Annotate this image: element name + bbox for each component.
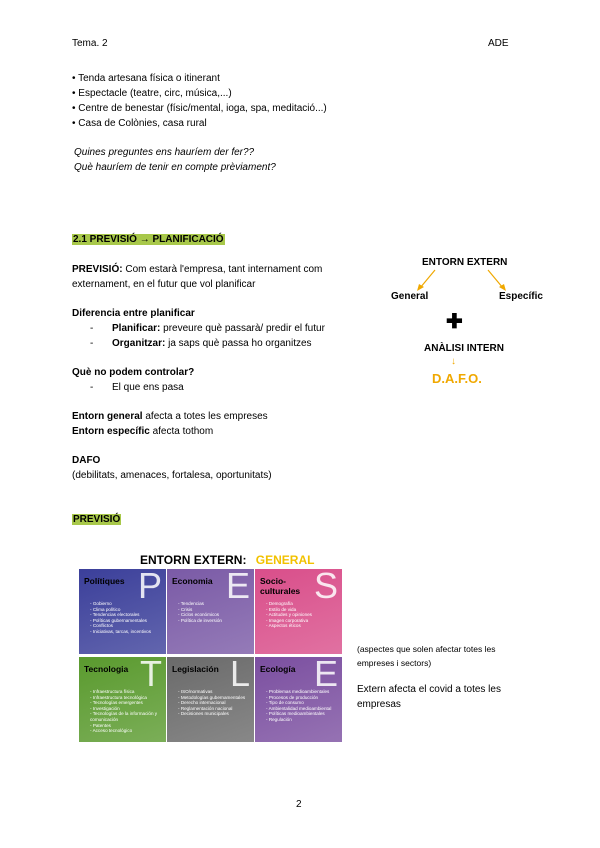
pestle-item: - Iniciativas, tarcas, incentivos [90, 629, 166, 635]
side-note-1: (aspectes que solen afectar totes les empreses i sectors) [357, 644, 496, 668]
header-subject: ADE [488, 38, 509, 49]
pestle-items [82, 689, 166, 734]
pestle-item: - Tipo de consumo [266, 700, 342, 706]
section-heading-previsio: PREVISIÓ [73, 514, 121, 525]
pestle-item: - Política de inversión [178, 618, 254, 624]
diferencia-block: Diferencia entre planificar - Planificar: preveure què passarà/ predir el futur - Organitzar: ja saps què passa ho organitzes [72, 308, 325, 349]
controlar-block: Què no podem controlar? - El que ens pasa [72, 367, 195, 393]
pestle-item: - Tecnologías de la información y comunicación [90, 711, 166, 722]
pestle-item: - Políticas gubernamentales [90, 618, 166, 624]
arrow-left [420, 270, 435, 288]
list-item: • Casa de Colònies, casa rural [72, 118, 207, 129]
pestle-item: - Políticas medioambientales [266, 711, 342, 717]
pestle-item: - Imagen corporativa [266, 618, 342, 624]
pestle-title: ENTORN EXTERN: GENERAL [140, 553, 315, 567]
diagram-general-label: General [391, 291, 429, 302]
pestle-cell-politiques: P Polítiques - Gobierno - Clima político - Tendencias electorales - Políticas gubernamentales - Conflictos - Iniciativas, tarcas, incentivos [79, 569, 166, 654]
pestle-item: - Tendencias electorales [90, 612, 166, 618]
pestle-item: - Derecho internacional [178, 700, 254, 706]
pestle-grid [79, 569, 343, 743]
pestle-item: - Ambientalidad medioambiental [266, 706, 342, 712]
plus-icon: ✚ [446, 311, 463, 333]
pestle-item: - ISO/normativas [178, 689, 254, 695]
diagram-intern-label: ANÀLISI INTERN [424, 343, 504, 354]
arrow-down-icon: ↓ [451, 356, 456, 367]
list-item: • Centre de benestar (físic/mental, ioga, spa, meditació...) [72, 103, 327, 114]
pestle-item: - Problemas medioambientales [266, 689, 342, 695]
list-item: • Espectacle (teatre, circ, música,...) [72, 88, 232, 99]
question-2: Què hauríem de tenir en compte prèviament? [74, 162, 276, 173]
pestle-item: - Ciclos económicos [178, 612, 254, 618]
pestle-item: - Tendencias [178, 601, 254, 607]
side-note-2: Extern afecta el covid a totes les empresas [357, 684, 501, 710]
pestle-item: - Regulación [266, 717, 342, 723]
pestle-cell-tecnologia: T Tecnologia - Infraestructura física - Infraestructura tecnológica - Tecnologías emergentes - Investigación - Tecnologías de la información y comunicación - Patentes - Acceso tecnológico [79, 657, 166, 742]
list-item: • Tenda artesana física o itinerant [72, 73, 220, 84]
pestle-item: - Demografía [266, 601, 342, 607]
section-heading-previsio-planificacio: 2.1 PREVISIÓ → PLANIFICACIÓ [73, 234, 224, 245]
page-number: 2 [296, 799, 302, 810]
pestle-item: - Crisis [178, 607, 254, 613]
pestle-items [258, 601, 342, 629]
arrow-right [488, 270, 503, 288]
pestle-item: - Clima político [90, 607, 166, 613]
previsio-definition: PREVISIÓ: Com estarà l'empresa, tant internament com externament, en el futur que vol planificar [72, 264, 323, 290]
pestle-items [82, 601, 166, 635]
pestle-cell-ecologia: E Ecología - Problemas medioambientales - Procesos de producción - Tipo de consumo - Ambientalidad medioambiental - Políticas medioambientales - Regulación [255, 657, 342, 742]
pestle-item: - Patentes [90, 723, 166, 729]
pestle-item: - Procesos de producción [266, 695, 342, 701]
pestle-cell-socioculturals: S Socio-culturales - Demografía - Estilo de vida - Actitudes y opiniones - Imagen corporativa - Aspectos éticos [255, 569, 342, 654]
pestle-items [170, 601, 254, 623]
pestle-item: - Reglamentación nacional [178, 706, 254, 712]
bullet-list [72, 71, 327, 131]
pestle-item: - Infraestructura tecnológica [90, 695, 166, 701]
diagram-especific-label: Específic [499, 291, 543, 302]
pestle-item: - Estilo de vida [266, 607, 342, 613]
pestle-item: - Metodologías gubernamentales [178, 695, 254, 701]
header-title: Tema. 2 [72, 38, 108, 49]
question-1: Quines preguntes ens hauríem der fer?? [74, 147, 255, 158]
pestle-item: - Investigación [90, 706, 166, 712]
pestle-item: - Conflictos [90, 623, 166, 629]
dafo-block: DAFO (debilitats, amenaces, fortalesa, oportunitats) [72, 455, 272, 481]
pestle-item: - Decisiones municipales [178, 711, 254, 717]
pestle-item: - Acceso tecnológico [90, 728, 166, 734]
pestle-item: - Actitudes y opiniones [266, 612, 342, 618]
pestle-items [258, 689, 342, 723]
pestle-cell-legislacion: L Legislación - ISO/normativas - Metodologías gubernamentales - Derecho internacional - Reglamentación nacional - Decisiones municipales [167, 657, 254, 742]
pestle-cell-economia: E Economia - Tendencias - Crisis - Ciclos económicos - Política de inversión [167, 569, 254, 654]
pestle-item: - Gobierno [90, 601, 166, 607]
pestle-item: - Aspectos éticos [266, 623, 342, 629]
diagram-dafo-label: D.A.F.O. [432, 371, 482, 386]
questions [74, 145, 276, 175]
pestle-items [170, 689, 254, 717]
diagram-extern-label: ENTORN EXTERN [422, 257, 508, 268]
entorn-block: Entorn general afecta a totes les empreses Entorn específic afecta tothom [72, 411, 268, 437]
pestle-item: - Tecnologías emergentes [90, 700, 166, 706]
pestle-item: - Infraestructura física [90, 689, 166, 695]
